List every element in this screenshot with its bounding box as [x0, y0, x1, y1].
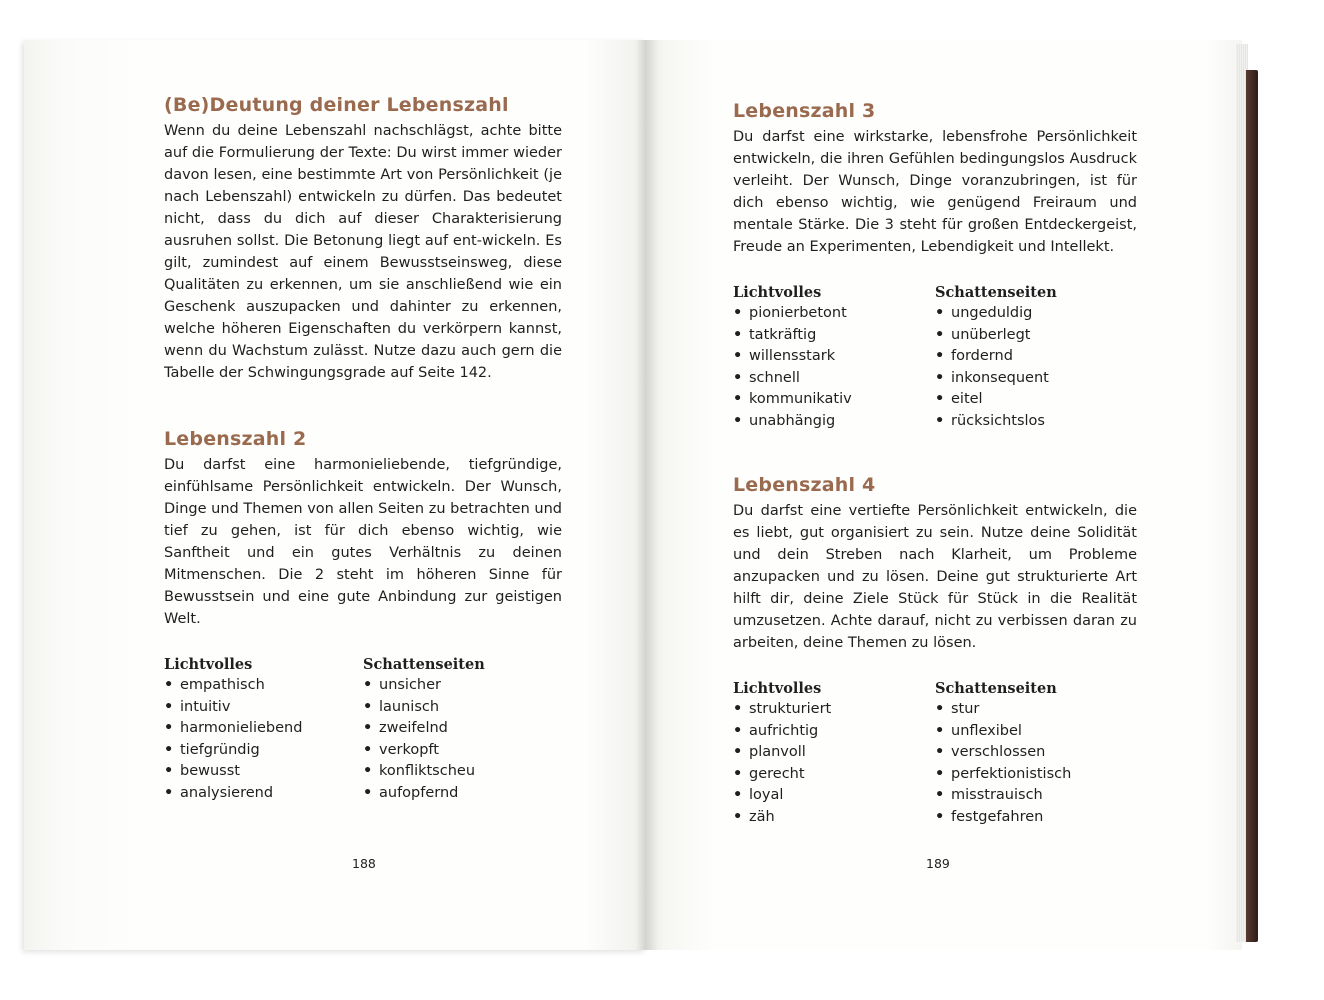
- page-number-right: 189: [926, 856, 950, 871]
- section-heading: Lebenszahl 2: [164, 428, 307, 450]
- book-cover-edge: [1246, 70, 1258, 942]
- list-item: • verschlossen: [935, 742, 1137, 764]
- shadow-list: [935, 303, 1137, 433]
- list-item: • festgefahren: [935, 807, 1137, 829]
- list-item: • kommunikativ: [733, 389, 935, 411]
- list-item: • intuitiv: [164, 697, 363, 719]
- list-item: • perfektionistisch: [935, 764, 1137, 786]
- shadow-title: Schattenseiten: [935, 284, 1057, 301]
- list-item: • harmonieliebend: [164, 718, 363, 740]
- shadow-column: [935, 284, 1137, 433]
- traits-columns: [733, 284, 1137, 433]
- list-item: • ungeduldig: [935, 303, 1137, 325]
- list-item: • launisch: [363, 697, 562, 719]
- traits-columns: [164, 656, 562, 805]
- list-item: • willensstark: [733, 346, 935, 368]
- light-list: [733, 303, 935, 433]
- section-text: Wenn du deine Lebenszahl nachschlägst, achte bitte auf die Formulierung der Texte: Du wirst immer wieder davon lesen, eine bestimmte Art von Persönlichkeit (je nach Lebenszahl) entwickeln zu dürfen. Das bedeutet nicht, dass du dich auf dieser Charakterisierung ausruhen sollst. Die Betonung liegt auf ent-wickeln. Es gilt, zumindest auf einem Bewusstseinsweg, diese Qualitäten zu erkennen, um sie anschließend wie ein Geschenk auszupacken und dahinter zu erkennen, welche höheren Eigenschaften du verkörpern kannst, wenn du Wachstum zulässt. Nutze dazu auch gern die Tabelle der Schwingungsgrade auf Seite 142.: [164, 123, 562, 381]
- list-item: • gerecht: [733, 764, 935, 786]
- list-item: • rücksichtslos: [935, 411, 1137, 433]
- light-column: [164, 656, 363, 805]
- list-item: • planvoll: [733, 742, 935, 764]
- shadow-list: [363, 675, 562, 805]
- section-lebenszahl-4: [733, 474, 1137, 829]
- section-bedeutung: [164, 94, 562, 384]
- list-item: • aufrichtig: [733, 721, 935, 743]
- list-item: • zäh: [733, 807, 935, 829]
- shadow-list: [935, 699, 1137, 829]
- section-heading: Lebenszahl 3: [733, 100, 876, 122]
- shadow-column: [935, 680, 1137, 829]
- book-spine: [636, 40, 658, 950]
- traits-columns: [733, 680, 1137, 829]
- section-heading: (Be)Deutung deiner Lebenszahl: [164, 94, 509, 116]
- shadow-column: [363, 656, 562, 805]
- shadow-title: Schattenseiten: [363, 656, 485, 673]
- list-item: • inkonsequent: [935, 368, 1137, 390]
- page-number-left: 188: [352, 856, 376, 871]
- list-item: • eitel: [935, 389, 1137, 411]
- light-title: Lichtvolles: [733, 284, 822, 301]
- list-item: • zweifelnd: [363, 718, 562, 740]
- list-item: • konfliktscheu: [363, 761, 562, 783]
- list-item: • strukturiert: [733, 699, 935, 721]
- light-title: Lichtvolles: [164, 656, 253, 673]
- light-column: [733, 284, 935, 433]
- list-item: • unabhängig: [733, 411, 935, 433]
- section-lebenszahl-2: [164, 428, 562, 805]
- list-item: • tatkräftig: [733, 325, 935, 347]
- list-item: • empathisch: [164, 675, 363, 697]
- list-item: • tiefgründig: [164, 740, 363, 762]
- light-list: [164, 675, 363, 805]
- list-item: • unflexibel: [935, 721, 1137, 743]
- section-lebenszahl-3: [733, 100, 1137, 433]
- list-item: • analysierend: [164, 783, 363, 805]
- light-list: [733, 699, 935, 829]
- section-text: Du darfst eine vertiefte Persönlichkeit entwickeln, die es liebt, gut organisiert zu sein. Nutze deine Solidität und dein Streben nach Klarheit, um Probleme anzupacken und zu lösen. Deine gut strukturierte Art hilft dir, deine Ziele Stück für Stück in die Realität umzusetzen. Achte darauf, nicht zu verbissen daran zu arbeiten, deine Themen zu lösen.: [733, 503, 1137, 651]
- list-item: • bewusst: [164, 761, 363, 783]
- list-item: • aufopfernd: [363, 783, 562, 805]
- list-item: • fordernd: [935, 346, 1137, 368]
- shadow-title: Schattenseiten: [935, 680, 1057, 697]
- light-column: [733, 680, 935, 829]
- section-text: Du darfst eine wirkstarke, lebensfrohe Persönlichkeit entwickeln, die ihren Gefühlen bedingungslos Ausdruck verleiht. Der Wunsch, Dinge voranzubringen, ist für dich ebenso wichtig, wie genügend Freiraum und mentale Stärke. Die 3 steht für großen Entdeckergeist, Freude an Experimenten, Lebendigkeit und Intellekt.: [733, 129, 1137, 255]
- list-item: • stur: [935, 699, 1137, 721]
- list-item: • unsicher: [363, 675, 562, 697]
- list-item: • misstrauisch: [935, 785, 1137, 807]
- list-item: • pionierbetont: [733, 303, 935, 325]
- light-title: Lichtvolles: [733, 680, 822, 697]
- list-item: • loyal: [733, 785, 935, 807]
- list-item: • schnell: [733, 368, 935, 390]
- section-heading: Lebenszahl 4: [733, 474, 876, 496]
- list-item: • verkopft: [363, 740, 562, 762]
- section-text: Du darfst eine harmonieliebende, tiefgründige, einfühlsame Persönlichkeit entwickeln. Der Wunsch, Dinge und Themen von allen Seiten zu betrachten und tief zu gehen, ist für dich ebenso wichtig, wie Sanftheit und ein gutes Verhältnis zu deinen Mitmenschen. Die 2 steht im höheren Sinne für Bewusstsein und eine gute Anbindung zur geistigen Welt.: [164, 457, 562, 627]
- list-item: • unüberlegt: [935, 325, 1137, 347]
